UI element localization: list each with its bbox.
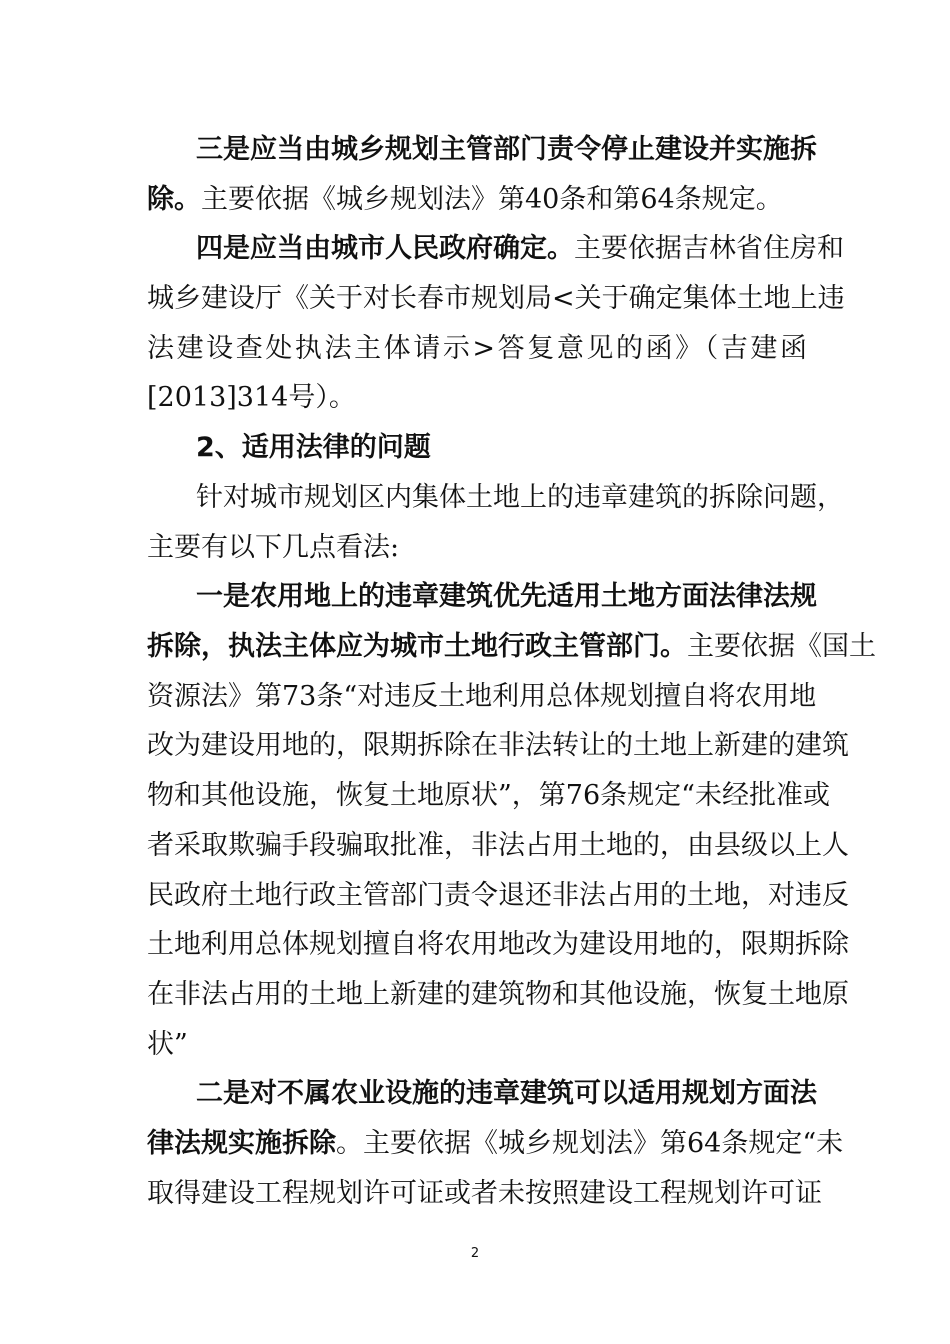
- paragraph-line: [2013]314号）。: [147, 382, 356, 413]
- paragraph-line: 状”: [147, 1029, 188, 1060]
- paragraph-line: 律法规实施拆除。主要依据《城乡规划法》第64条规定“未: [147, 1128, 844, 1159]
- paragraph-line: 三是应当由城乡规划主管部门责令停止建设并实施拆: [196, 134, 817, 165]
- paragraph-line: 土地利用总体规划擅自将农用地改为建设用地的，限期拆除: [147, 929, 849, 960]
- paragraph-line: 者采取欺骗手段骗取批准，非法占用土地的，由县级以上人: [147, 830, 849, 861]
- page-number: 2: [470, 1246, 480, 1261]
- paragraph-line: 针对城市规划区内集体土地上的违章建筑的拆除问题，: [196, 482, 844, 513]
- paragraph-line: 改为建设用地的，限期拆除在非法转让的土地上新建的建筑: [147, 730, 849, 761]
- paragraph-line: 一是农用地上的违章建筑优先适用土地方面法律法规: [196, 581, 817, 612]
- paragraph-line: 资源法》第73条“对违反土地利用总体规划擅自将农用地: [147, 681, 817, 712]
- section-heading: 2、适用法律的问题: [196, 432, 431, 463]
- paragraph-line: 二是对不属农业设施的违章建筑可以适用规划方面法: [196, 1078, 817, 1109]
- paragraph-line: 在非法占用的土地上新建的建筑物和其他设施，恢复土地原: [147, 979, 849, 1010]
- paragraph-line: 四是应当由城市人民政府确定。主要依据吉林省住房和: [196, 233, 844, 264]
- paragraph-line: 民政府土地行政主管部门责令退还非法占用的土地，对违反: [147, 880, 849, 911]
- paragraph-line: 法建设查处执法主体请示>答复意见的函》（吉建函: [147, 333, 807, 364]
- paragraph-line: 取得建设工程规划许可证或者未按照建设工程规划许可证: [147, 1178, 822, 1209]
- paragraph-line: 拆除，执法主体应为城市土地行政主管部门。主要依据《国土: [147, 631, 876, 662]
- paragraph-line: 主要有以下几点看法:: [147, 532, 400, 563]
- paragraph-line: 除。主要依据《城乡规划法》第40条和第64条规定。: [147, 184, 783, 215]
- paragraph-line: 物和其他设施，恢复土地原状”，第76条规定“未经批准或: [147, 780, 830, 811]
- paragraph-line: 城乡建设厅《关于对长春市规划局<关于确定集体土地上违: [147, 283, 845, 314]
